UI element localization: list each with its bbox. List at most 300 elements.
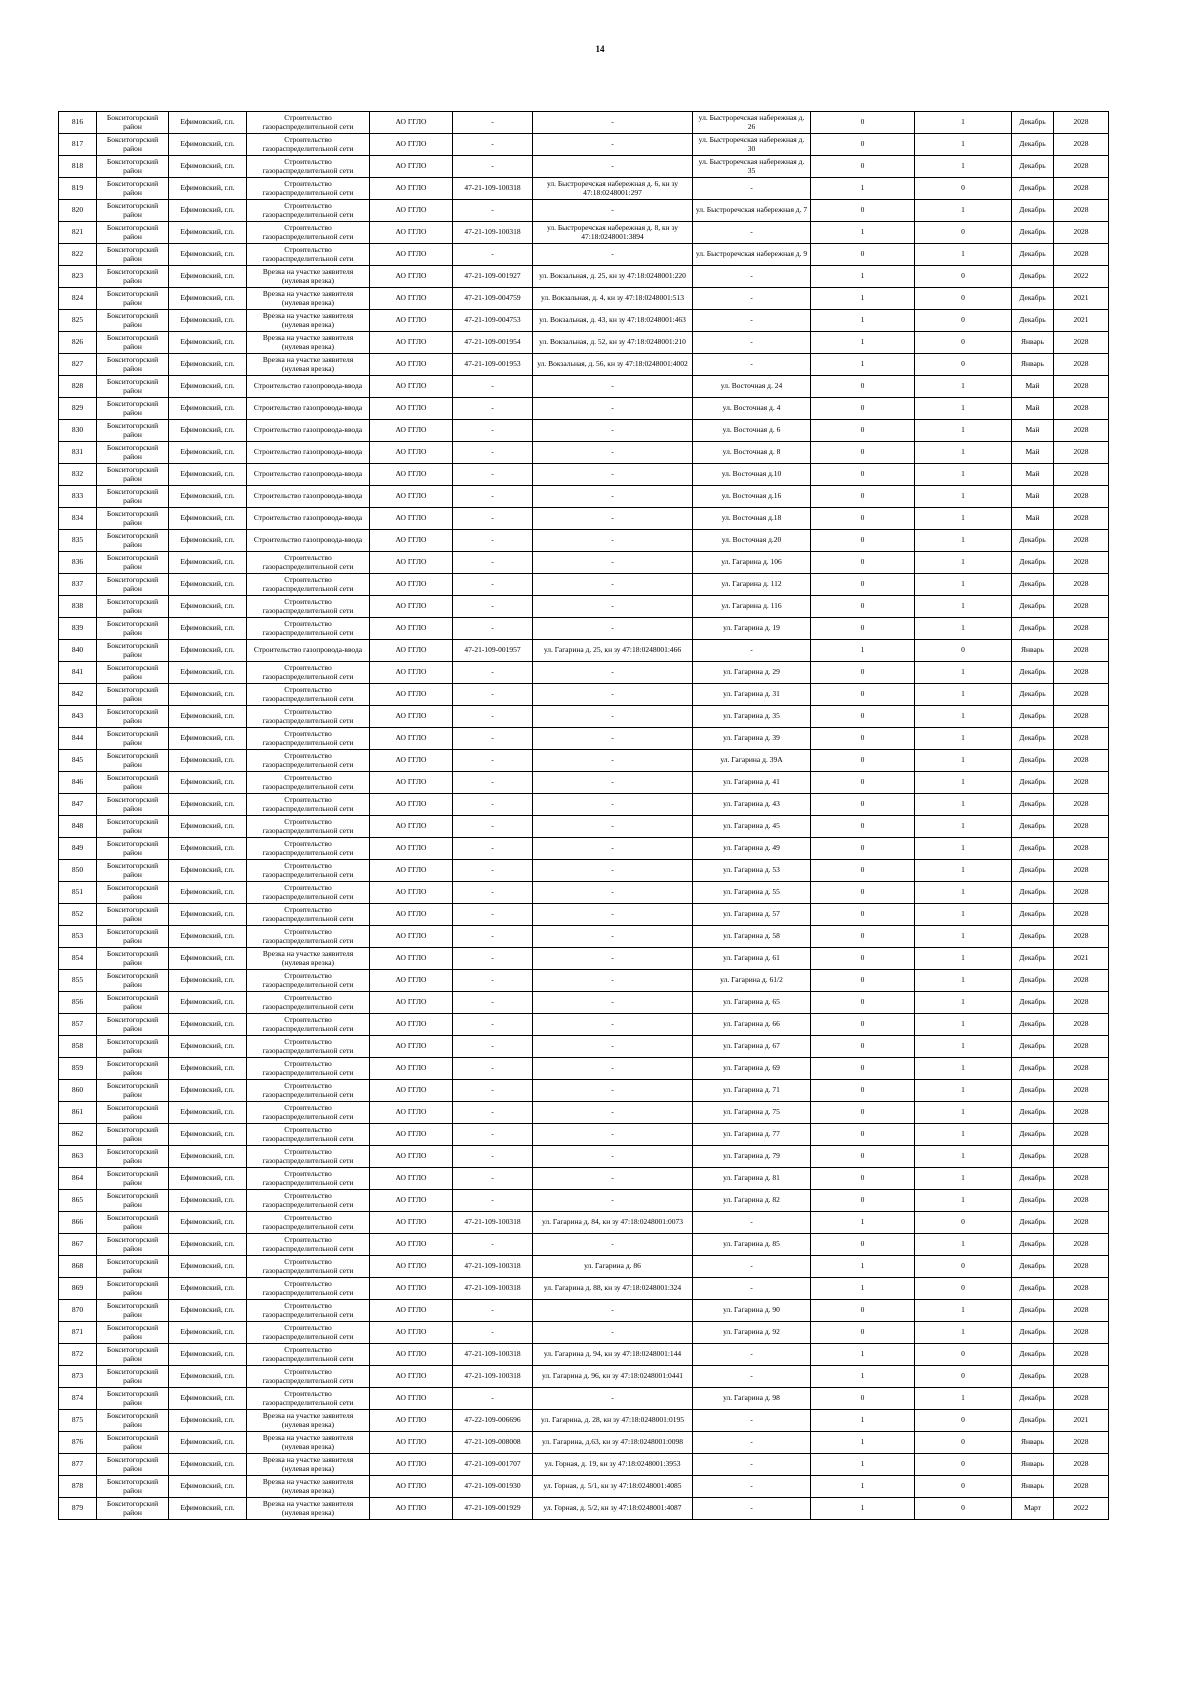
cell-year: 2028 bbox=[1054, 750, 1109, 772]
cell-month: Декабрь bbox=[1012, 1212, 1054, 1234]
cell-num: 842 bbox=[59, 684, 97, 706]
cell-num: 829 bbox=[59, 398, 97, 420]
cell-settlement: Ефимовский, г.п. bbox=[169, 1388, 247, 1410]
cell-col_a: 0 bbox=[811, 1146, 915, 1168]
cell-district: Бокситогорский район bbox=[97, 1102, 169, 1124]
cell-col_b: 1 bbox=[915, 992, 1012, 1014]
cell-col_a: 0 bbox=[811, 706, 915, 728]
cell-kn_address: ул. Гагарина д. 86 bbox=[533, 1256, 693, 1278]
cell-work: Строительство газопровода-ввода bbox=[247, 530, 370, 552]
cell-org: АО ГГЛО bbox=[370, 1432, 453, 1454]
cell-work: Строительство газораспределительной сети bbox=[247, 244, 370, 266]
cell-address: - bbox=[693, 1498, 811, 1520]
cell-col_a: 0 bbox=[811, 948, 915, 970]
cell-district: Бокситогорский район bbox=[97, 420, 169, 442]
cell-num: 853 bbox=[59, 926, 97, 948]
cell-col_a: 1 bbox=[811, 640, 915, 662]
table-row bbox=[59, 420, 1109, 442]
cell-address: - bbox=[693, 266, 811, 288]
cell-work: Строительство газораспределительной сети bbox=[247, 156, 370, 178]
cell-kn: 47-21-109-001927 bbox=[453, 266, 533, 288]
cell-org: АО ГГЛО bbox=[370, 266, 453, 288]
cell-month: Декабрь bbox=[1012, 662, 1054, 684]
cell-district: Бокситогорский район bbox=[97, 112, 169, 134]
cell-district: Бокситогорский район bbox=[97, 222, 169, 244]
cell-district: Бокситогорский район bbox=[97, 288, 169, 310]
cell-num: 818 bbox=[59, 156, 97, 178]
cell-org: АО ГГЛО bbox=[370, 1476, 453, 1498]
table-row bbox=[59, 1080, 1109, 1102]
cell-col_a: 0 bbox=[811, 1124, 915, 1146]
cell-org: АО ГГЛО bbox=[370, 684, 453, 706]
table-row bbox=[59, 1014, 1109, 1036]
cell-month: Декабрь bbox=[1012, 750, 1054, 772]
cell-kn_address: - bbox=[533, 156, 693, 178]
cell-kn: - bbox=[453, 1234, 533, 1256]
cell-col_a: 0 bbox=[811, 134, 915, 156]
cell-work: Строительство газораспределительной сети bbox=[247, 904, 370, 926]
cell-month: Декабрь bbox=[1012, 200, 1054, 222]
cell-kn_address: - bbox=[533, 948, 693, 970]
cell-kn: - bbox=[453, 662, 533, 684]
cell-district: Бокситогорский район bbox=[97, 244, 169, 266]
table-row bbox=[59, 508, 1109, 530]
cell-num: 834 bbox=[59, 508, 97, 530]
table-row bbox=[59, 596, 1109, 618]
cell-settlement: Ефимовский, г.п. bbox=[169, 1256, 247, 1278]
cell-kn: - bbox=[453, 618, 533, 640]
cell-col_b: 0 bbox=[915, 310, 1012, 332]
cell-col_b: 0 bbox=[915, 222, 1012, 244]
cell-org: АО ГГЛО bbox=[370, 1300, 453, 1322]
cell-kn_address: ул. Вокзальная, д. 4, кн зу 47:18:0248001:513 bbox=[533, 288, 693, 310]
cell-kn_address: - bbox=[533, 1234, 693, 1256]
cell-settlement: Ефимовский, г.п. bbox=[169, 266, 247, 288]
cell-district: Бокситогорский район bbox=[97, 310, 169, 332]
cell-district: Бокситогорский район bbox=[97, 772, 169, 794]
table-row bbox=[59, 1102, 1109, 1124]
cell-col_b: 0 bbox=[915, 1344, 1012, 1366]
cell-num: 878 bbox=[59, 1476, 97, 1498]
cell-kn: 47-21-109-004759 bbox=[453, 288, 533, 310]
cell-kn: 47-21-109-001957 bbox=[453, 640, 533, 662]
cell-work: Строительство газораспределительной сети bbox=[247, 1344, 370, 1366]
cell-district: Бокситогорский район bbox=[97, 1410, 169, 1432]
cell-kn: - bbox=[453, 244, 533, 266]
cell-col_a: 1 bbox=[811, 1366, 915, 1388]
cell-district: Бокситогорский район bbox=[97, 882, 169, 904]
cell-month: Май bbox=[1012, 508, 1054, 530]
cell-work: Строительство газопровода-ввода bbox=[247, 464, 370, 486]
cell-month: Декабрь bbox=[1012, 860, 1054, 882]
cell-kn_address: ул. Вокзальная, д. 25, кн зу 47:18:0248001:220 bbox=[533, 266, 693, 288]
cell-col_a: 0 bbox=[811, 156, 915, 178]
cell-address: ул. Восточная д.10 bbox=[693, 464, 811, 486]
cell-org: АО ГГЛО bbox=[370, 1234, 453, 1256]
table-row bbox=[59, 794, 1109, 816]
cell-org: АО ГГЛО bbox=[370, 750, 453, 772]
cell-district: Бокситогорский район bbox=[97, 860, 169, 882]
gasification-table bbox=[58, 111, 1109, 1520]
cell-num: 845 bbox=[59, 750, 97, 772]
table-row bbox=[59, 1388, 1109, 1410]
cell-kn: 47-21-109-100318 bbox=[453, 178, 533, 200]
cell-work: Врезка на участке заявителя (нулевая врезка) bbox=[247, 1476, 370, 1498]
cell-col_a: 0 bbox=[811, 816, 915, 838]
cell-district: Бокситогорский район bbox=[97, 1278, 169, 1300]
cell-year: 2028 bbox=[1054, 618, 1109, 640]
cell-col_a: 0 bbox=[811, 376, 915, 398]
cell-work: Строительство газораспределительной сети bbox=[247, 816, 370, 838]
cell-kn: 47-21-109-008008 bbox=[453, 1432, 533, 1454]
cell-month: Декабрь bbox=[1012, 992, 1054, 1014]
cell-district: Бокситогорский район bbox=[97, 354, 169, 376]
cell-year: 2028 bbox=[1054, 1476, 1109, 1498]
cell-num: 879 bbox=[59, 1498, 97, 1520]
cell-num: 858 bbox=[59, 1036, 97, 1058]
cell-num: 840 bbox=[59, 640, 97, 662]
cell-district: Бокситогорский район bbox=[97, 530, 169, 552]
cell-address: ул. Гагарина д. 71 bbox=[693, 1080, 811, 1102]
cell-col_b: 1 bbox=[915, 398, 1012, 420]
cell-work: Строительство газораспределительной сети bbox=[247, 618, 370, 640]
cell-org: АО ГГЛО bbox=[370, 112, 453, 134]
cell-month: Декабрь bbox=[1012, 816, 1054, 838]
cell-month: Декабрь bbox=[1012, 222, 1054, 244]
cell-year: 2028 bbox=[1054, 794, 1109, 816]
cell-district: Бокситогорский район bbox=[97, 1300, 169, 1322]
cell-work: Строительство газопровода-ввода bbox=[247, 508, 370, 530]
cell-settlement: Ефимовский, г.п. bbox=[169, 618, 247, 640]
cell-col_b: 0 bbox=[915, 332, 1012, 354]
cell-district: Бокситогорский район bbox=[97, 838, 169, 860]
cell-address: ул. Восточная д. 8 bbox=[693, 442, 811, 464]
cell-kn_address: - bbox=[533, 420, 693, 442]
cell-col_a: 1 bbox=[811, 1344, 915, 1366]
cell-district: Бокситогорский район bbox=[97, 552, 169, 574]
cell-col_a: 1 bbox=[811, 354, 915, 376]
table-row bbox=[59, 640, 1109, 662]
cell-org: АО ГГЛО bbox=[370, 1388, 453, 1410]
cell-kn: - bbox=[453, 816, 533, 838]
cell-kn_address: ул. Вокзальная, д. 52, кн зу 47:18:0248001:210 bbox=[533, 332, 693, 354]
cell-work: Строительство газопровода-ввода bbox=[247, 398, 370, 420]
cell-month: Декабрь bbox=[1012, 1146, 1054, 1168]
cell-district: Бокситогорский район bbox=[97, 1498, 169, 1520]
cell-settlement: Ефимовский, г.п. bbox=[169, 1344, 247, 1366]
cell-num: 819 bbox=[59, 178, 97, 200]
cell-num: 836 bbox=[59, 552, 97, 574]
cell-work: Строительство газораспределительной сети bbox=[247, 1366, 370, 1388]
cell-num: 857 bbox=[59, 1014, 97, 1036]
cell-kn_address: ул. Гагарина, д. 28, кн зу 47:18:0248001:0195 bbox=[533, 1410, 693, 1432]
cell-settlement: Ефимовский, г.п. bbox=[169, 860, 247, 882]
cell-month: Декабрь bbox=[1012, 684, 1054, 706]
cell-district: Бокситогорский район bbox=[97, 794, 169, 816]
cell-year: 2028 bbox=[1054, 420, 1109, 442]
table-row bbox=[59, 750, 1109, 772]
cell-num: 838 bbox=[59, 596, 97, 618]
cell-col_b: 1 bbox=[915, 442, 1012, 464]
cell-month: Декабрь bbox=[1012, 178, 1054, 200]
cell-num: 873 bbox=[59, 1366, 97, 1388]
cell-settlement: Ефимовский, г.п. bbox=[169, 486, 247, 508]
cell-col_a: 1 bbox=[811, 1454, 915, 1476]
cell-year: 2028 bbox=[1054, 354, 1109, 376]
cell-org: АО ГГЛО bbox=[370, 1410, 453, 1432]
cell-address: ул. Гагарина д. 98 bbox=[693, 1388, 811, 1410]
cell-kn: 47-21-109-100318 bbox=[453, 1278, 533, 1300]
table-row bbox=[59, 772, 1109, 794]
cell-org: АО ГГЛО bbox=[370, 1322, 453, 1344]
cell-kn_address: - bbox=[533, 552, 693, 574]
cell-kn_address: - bbox=[533, 1168, 693, 1190]
cell-month: Январь bbox=[1012, 1454, 1054, 1476]
cell-col_b: 1 bbox=[915, 750, 1012, 772]
cell-settlement: Ефимовский, г.п. bbox=[169, 398, 247, 420]
cell-col_b: 1 bbox=[915, 970, 1012, 992]
cell-settlement: Ефимовский, г.п. bbox=[169, 134, 247, 156]
cell-work: Строительство газораспределительной сети bbox=[247, 1146, 370, 1168]
cell-address: - bbox=[693, 1278, 811, 1300]
cell-settlement: Ефимовский, г.п. bbox=[169, 1322, 247, 1344]
cell-col_a: 1 bbox=[811, 1410, 915, 1432]
cell-col_a: 1 bbox=[811, 178, 915, 200]
cell-kn_address: - bbox=[533, 684, 693, 706]
cell-kn: - bbox=[453, 1080, 533, 1102]
cell-kn_address: - bbox=[533, 442, 693, 464]
cell-org: АО ГГЛО bbox=[370, 728, 453, 750]
cell-org: АО ГГЛО bbox=[370, 1124, 453, 1146]
cell-month: Декабрь bbox=[1012, 1168, 1054, 1190]
cell-num: 832 bbox=[59, 464, 97, 486]
cell-month: Декабрь bbox=[1012, 948, 1054, 970]
cell-col_a: 1 bbox=[811, 288, 915, 310]
cell-district: Бокситогорский район bbox=[97, 200, 169, 222]
cell-num: 856 bbox=[59, 992, 97, 1014]
cell-district: Бокситогорский район bbox=[97, 1036, 169, 1058]
cell-year: 2021 bbox=[1054, 948, 1109, 970]
cell-year: 2028 bbox=[1054, 992, 1109, 1014]
cell-col_b: 0 bbox=[915, 288, 1012, 310]
cell-col_b: 1 bbox=[915, 1036, 1012, 1058]
cell-work: Врезка на участке заявителя (нулевая врезка) bbox=[247, 948, 370, 970]
cell-num: 872 bbox=[59, 1344, 97, 1366]
cell-org: АО ГГЛО bbox=[370, 530, 453, 552]
table-row bbox=[59, 1168, 1109, 1190]
cell-org: АО ГГЛО bbox=[370, 574, 453, 596]
cell-district: Бокситогорский район bbox=[97, 134, 169, 156]
cell-col_b: 0 bbox=[915, 1212, 1012, 1234]
cell-year: 2028 bbox=[1054, 1146, 1109, 1168]
cell-work: Строительство газораспределительной сети bbox=[247, 1102, 370, 1124]
cell-kn: - bbox=[453, 1058, 533, 1080]
cell-kn: - bbox=[453, 1036, 533, 1058]
cell-settlement: Ефимовский, г.п. bbox=[169, 1410, 247, 1432]
cell-address: ул. Гагарина д. 58 bbox=[693, 926, 811, 948]
cell-col_b: 1 bbox=[915, 508, 1012, 530]
cell-col_b: 1 bbox=[915, 1080, 1012, 1102]
cell-col_a: 1 bbox=[811, 1476, 915, 1498]
cell-kn_address: - bbox=[533, 750, 693, 772]
cell-work: Строительство газораспределительной сети bbox=[247, 750, 370, 772]
cell-org: АО ГГЛО bbox=[370, 1014, 453, 1036]
cell-month: Декабрь bbox=[1012, 530, 1054, 552]
cell-address: ул. Быстроречская набережная д. 7 bbox=[693, 200, 811, 222]
cell-work: Строительство газораспределительной сети bbox=[247, 1322, 370, 1344]
cell-settlement: Ефимовский, г.п. bbox=[169, 1014, 247, 1036]
cell-year: 2028 bbox=[1054, 200, 1109, 222]
cell-org: АО ГГЛО bbox=[370, 618, 453, 640]
cell-kn: - bbox=[453, 1014, 533, 1036]
cell-col_b: 1 bbox=[915, 156, 1012, 178]
cell-work: Врезка на участке заявителя (нулевая врезка) bbox=[247, 310, 370, 332]
cell-kn_address: - bbox=[533, 134, 693, 156]
cell-year: 2028 bbox=[1054, 662, 1109, 684]
cell-kn: - bbox=[453, 376, 533, 398]
cell-kn: - bbox=[453, 838, 533, 860]
cell-kn_address: - bbox=[533, 1388, 693, 1410]
cell-org: АО ГГЛО bbox=[370, 1058, 453, 1080]
cell-settlement: Ефимовский, г.п. bbox=[169, 1212, 247, 1234]
cell-col_a: 0 bbox=[811, 1102, 915, 1124]
cell-org: АО ГГЛО bbox=[370, 596, 453, 618]
cell-kn_address: - bbox=[533, 376, 693, 398]
cell-address: - bbox=[693, 1432, 811, 1454]
cell-district: Бокситогорский район bbox=[97, 1256, 169, 1278]
cell-year: 2028 bbox=[1054, 1432, 1109, 1454]
cell-settlement: Ефимовский, г.п. bbox=[169, 1168, 247, 1190]
cell-col_b: 0 bbox=[915, 1278, 1012, 1300]
cell-col_a: 0 bbox=[811, 1300, 915, 1322]
table-row bbox=[59, 1498, 1109, 1520]
cell-district: Бокситогорский район bbox=[97, 618, 169, 640]
cell-work: Строительство газопровода-ввода bbox=[247, 376, 370, 398]
cell-kn: - bbox=[453, 530, 533, 552]
cell-settlement: Ефимовский, г.п. bbox=[169, 596, 247, 618]
table-row bbox=[59, 904, 1109, 926]
table-row bbox=[59, 1190, 1109, 1212]
cell-settlement: Ефимовский, г.п. bbox=[169, 1036, 247, 1058]
cell-year: 2028 bbox=[1054, 1014, 1109, 1036]
cell-work: Строительство газораспределительной сети bbox=[247, 574, 370, 596]
cell-address: ул. Гагарина д. 69 bbox=[693, 1058, 811, 1080]
cell-kn_address: - bbox=[533, 596, 693, 618]
cell-kn: - bbox=[453, 706, 533, 728]
cell-num: 861 bbox=[59, 1102, 97, 1124]
cell-year: 2028 bbox=[1054, 376, 1109, 398]
cell-col_a: 0 bbox=[811, 1190, 915, 1212]
cell-kn_address: - bbox=[533, 1322, 693, 1344]
table-row bbox=[59, 1366, 1109, 1388]
cell-col_b: 1 bbox=[915, 376, 1012, 398]
cell-year: 2021 bbox=[1054, 288, 1109, 310]
cell-month: Декабрь bbox=[1012, 1388, 1054, 1410]
cell-kn: - bbox=[453, 486, 533, 508]
cell-kn_address: ул. Горная, д. 19, кн зу 47:18:0248001:3953 bbox=[533, 1454, 693, 1476]
cell-org: АО ГГЛО bbox=[370, 1168, 453, 1190]
cell-col_a: 1 bbox=[811, 332, 915, 354]
cell-address: ул. Восточная д. 4 bbox=[693, 398, 811, 420]
cell-month: Декабрь bbox=[1012, 1036, 1054, 1058]
table-row bbox=[59, 948, 1109, 970]
table-row bbox=[59, 706, 1109, 728]
cell-kn: 47-21-109-100318 bbox=[453, 1212, 533, 1234]
cell-district: Бокситогорский район bbox=[97, 1344, 169, 1366]
cell-col_b: 1 bbox=[915, 1300, 1012, 1322]
cell-settlement: Ефимовский, г.п. bbox=[169, 1498, 247, 1520]
cell-col_a: 0 bbox=[811, 1036, 915, 1058]
cell-col_a: 0 bbox=[811, 530, 915, 552]
table-row bbox=[59, 530, 1109, 552]
cell-month: Январь bbox=[1012, 332, 1054, 354]
cell-num: 821 bbox=[59, 222, 97, 244]
cell-year: 2022 bbox=[1054, 1498, 1109, 1520]
cell-address: ул. Гагарина д. 112 bbox=[693, 574, 811, 596]
cell-year: 2028 bbox=[1054, 156, 1109, 178]
cell-year: 2028 bbox=[1054, 222, 1109, 244]
cell-work: Строительство газораспределительной сети bbox=[247, 662, 370, 684]
cell-kn_address: - bbox=[533, 1058, 693, 1080]
cell-col_a: 0 bbox=[811, 398, 915, 420]
cell-kn: - bbox=[453, 728, 533, 750]
cell-year: 2028 bbox=[1054, 1212, 1109, 1234]
cell-org: АО ГГЛО bbox=[370, 970, 453, 992]
cell-address: ул. Гагарина д. 81 bbox=[693, 1168, 811, 1190]
cell-col_a: 0 bbox=[811, 574, 915, 596]
cell-col_b: 1 bbox=[915, 1014, 1012, 1036]
cell-work: Строительство газораспределительной сети bbox=[247, 838, 370, 860]
cell-district: Бокситогорский район bbox=[97, 662, 169, 684]
table-row bbox=[59, 112, 1109, 134]
table-row bbox=[59, 1058, 1109, 1080]
cell-org: АО ГГЛО bbox=[370, 1256, 453, 1278]
table-row bbox=[59, 618, 1109, 640]
table-row bbox=[59, 1146, 1109, 1168]
cell-work: Строительство газораспределительной сети bbox=[247, 1300, 370, 1322]
cell-settlement: Ефимовский, г.п. bbox=[169, 156, 247, 178]
cell-year: 2028 bbox=[1054, 1454, 1109, 1476]
cell-kn: - bbox=[453, 926, 533, 948]
cell-month: Декабрь bbox=[1012, 1300, 1054, 1322]
cell-settlement: Ефимовский, г.п. bbox=[169, 178, 247, 200]
cell-col_b: 0 bbox=[915, 1498, 1012, 1520]
cell-year: 2028 bbox=[1054, 1256, 1109, 1278]
table-row bbox=[59, 1410, 1109, 1432]
cell-kn: 47-21-109-001707 bbox=[453, 1454, 533, 1476]
cell-org: АО ГГЛО bbox=[370, 442, 453, 464]
cell-address: ул. Гагарина д. 65 bbox=[693, 992, 811, 1014]
cell-work: Врезка на участке заявителя (нулевая врезка) bbox=[247, 354, 370, 376]
cell-month: Декабрь bbox=[1012, 1102, 1054, 1124]
cell-address: ул. Гагарина д. 45 bbox=[693, 816, 811, 838]
cell-kn: - bbox=[453, 1146, 533, 1168]
table-row bbox=[59, 222, 1109, 244]
cell-district: Бокситогорский район bbox=[97, 1366, 169, 1388]
cell-district: Бокситогорский район bbox=[97, 398, 169, 420]
cell-num: 841 bbox=[59, 662, 97, 684]
cell-kn: - bbox=[453, 992, 533, 1014]
cell-month: Декабрь bbox=[1012, 882, 1054, 904]
cell-district: Бокситогорский район bbox=[97, 1322, 169, 1344]
cell-district: Бокситогорский район bbox=[97, 508, 169, 530]
cell-work: Строительство газораспределительной сети bbox=[247, 134, 370, 156]
cell-work: Врезка на участке заявителя (нулевая врезка) bbox=[247, 1432, 370, 1454]
cell-address: ул. Гагарина д. 82 bbox=[693, 1190, 811, 1212]
cell-month: Декабрь bbox=[1012, 552, 1054, 574]
cell-settlement: Ефимовский, г.п. bbox=[169, 772, 247, 794]
cell-num: 860 bbox=[59, 1080, 97, 1102]
